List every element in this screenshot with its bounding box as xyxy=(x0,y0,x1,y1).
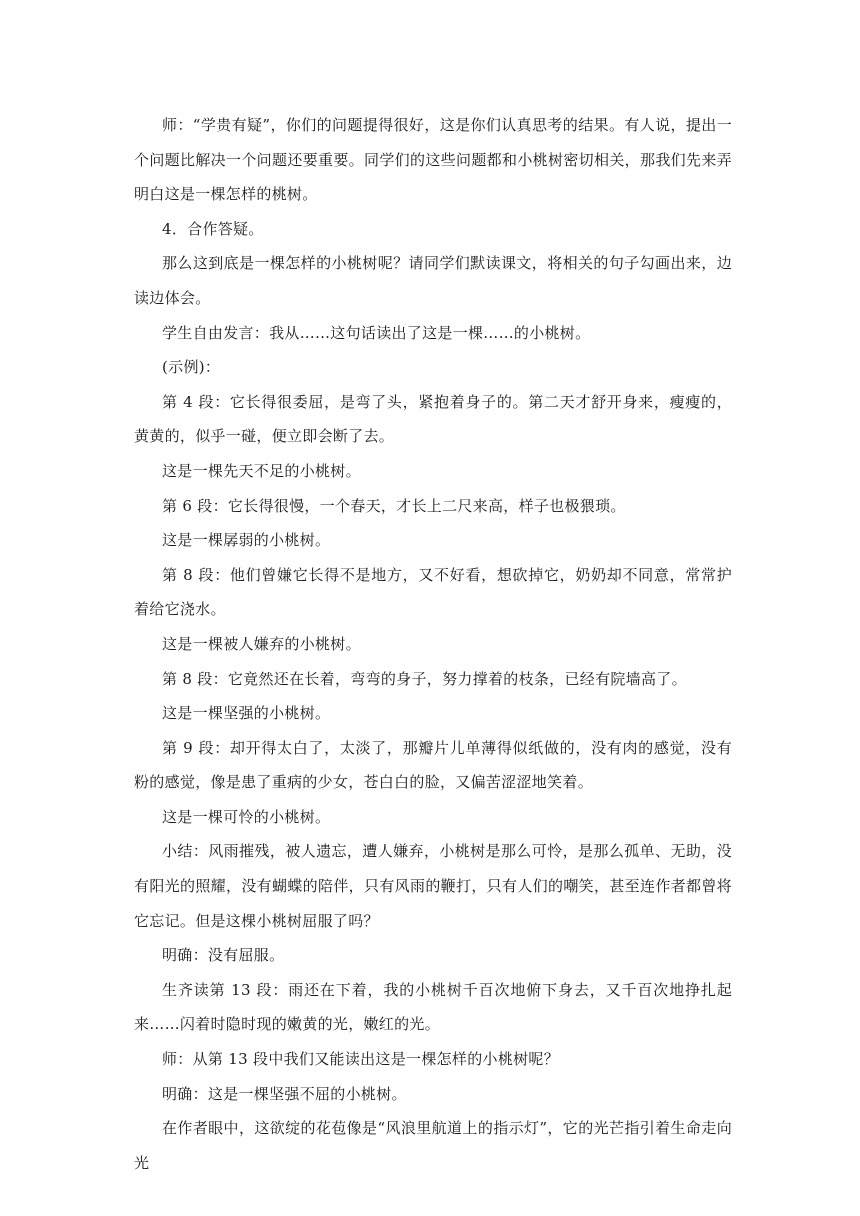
paragraph-clarification-1: 明确：没有屈服。 xyxy=(162,946,285,965)
paragraph-section-8-quote-b: 第 8 段：它竟然还在长着，弯弯的身子，努力撑着的枝条，已经有院墙高了。 xyxy=(162,669,687,688)
paragraph-section-13-reading: 生齐读第 13 段：雨还在下着，我的小桃树千百次地俯下身去，又千百次地挣扎起来……闪着时隐时现的嫩黄的光，嫩红的光。 xyxy=(134,980,732,1034)
paragraph-conclusion-5: 这是一棵可怜的小桃树。 xyxy=(162,807,331,826)
paragraph-conclusion-2: 这是一棵孱弱的小桃树。 xyxy=(162,531,331,550)
paragraph-summary: 小结：风雨摧残，被人遗忘，遭人嫌弃，小桃树是那么可怜，是那么孤单、无助，没有阳光的照耀，没有蝴蝶的陪伴，只有风雨的鞭打，只有人们的嘲笑，甚至连作者都曾将它忘记。但是这棵小桃树屈服了吗？ xyxy=(134,842,732,930)
paragraph-teacher-question: 师：从第 13 段中我们又能读出这是一棵怎样的小桃树呢？ xyxy=(162,1050,560,1069)
paragraph-section-4-quote: 第 4 段：它长得很委屈，是弯了头，紧抱着身子的。第二天才舒开身来，瘦瘦的，黄黄的，似乎一碰，便立即会断了去。 xyxy=(134,392,732,446)
paragraph-conclusion-4: 这是一棵坚强的小桃树。 xyxy=(162,704,331,723)
paragraph-teacher-praise: 师：“学贵有疑”，你们的问题提得很好，这是你们认真思考的结果。有人说，提出一个问题比解决一个问题还要重要。同学们的这些问题都和小桃树密切相关，那我们先来弄明白这是一棵怎样的桃树。 xyxy=(134,116,732,204)
paragraph-section-9-quote: 第 9 段：却开得太白了，太淡了，那瓣片儿单薄得似纸做的，没有肉的感觉，没有粉的感觉，像是患了重病的少女，苍白白的脸，又偏苦涩涩地笑着。 xyxy=(134,738,732,792)
paragraph-author-view: 在作者眼中，这欲绽的花苞像是“风浪里航道上的指示灯”，它的光芒指引着生命走向光 xyxy=(134,1119,732,1172)
paragraph-example-label: (示例)： xyxy=(162,358,221,377)
document-body xyxy=(134,108,732,1180)
paragraph-conclusion-1: 这是一棵先天不足的小桃树。 xyxy=(162,461,361,480)
paragraph-student-speech: 学生自由发言：我从……这句话读出了这是一棵……的小桃树。 xyxy=(162,323,591,342)
paragraph-section-6-quote: 第 6 段：它长得很慢，一个春天，才长上二尺来高，样子也极猥琐。 xyxy=(162,496,626,515)
paragraph-clarification-2: 明确：这是一棵坚强不屈的小桃树。 xyxy=(162,1084,407,1103)
paragraph-section-8-quote-a: 第 8 段：他们曾嫌它长得不是地方，又不好看，想砍掉它，奶奶却不同意，常常护着给它浇水。 xyxy=(134,565,732,619)
paragraph-step-4-heading: 4．合作答疑。 xyxy=(162,219,264,238)
paragraph-reading-instruction: 那么这到底是一棵怎样的小桃树呢？请同学们默读课文，将相关的句子勾画出来，边读边体会。 xyxy=(134,254,732,307)
paragraph-conclusion-3: 这是一棵被人嫌弃的小桃树。 xyxy=(162,634,361,653)
